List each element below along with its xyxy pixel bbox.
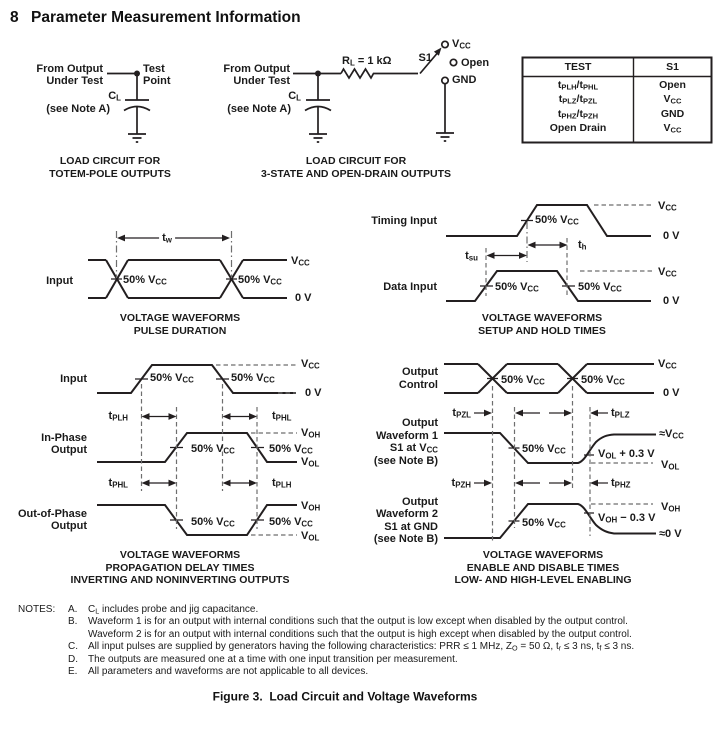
q3-input-label: Input xyxy=(60,372,87,385)
table-cell: $V_{CC}$ xyxy=(663,121,682,135)
q1-input-label: Input xyxy=(46,274,73,287)
q4-wf2-label: Waveform 2 xyxy=(376,507,438,520)
note-id: E. xyxy=(68,666,78,677)
table-cell: GND xyxy=(660,107,685,120)
table-header-s1: S1 xyxy=(666,60,679,73)
q3-half-vcc: 50% $V_{CC}$ xyxy=(150,371,194,385)
c1-cl-label: $C_L$ xyxy=(108,89,121,103)
q1-caption: PULSE DURATION xyxy=(133,324,227,337)
switch-arrowhead xyxy=(434,48,442,56)
c1-see-note: (see Note A) xyxy=(46,102,110,115)
q4-wf1-label: Output xyxy=(401,416,438,429)
c2-rl-label: $R_L = 1$ kΩ xyxy=(342,54,392,68)
note-text: The outputs are measured one at a time with one input transition per measurement. xyxy=(88,654,458,665)
q2-caption: SETUP AND HOLD TIMES xyxy=(478,324,606,337)
q3-vol-label: $V_{OL}$ xyxy=(301,455,320,469)
note-text: Waveform 1 is for an output with internal conditions such that the output is low except when disabled by the output control. xyxy=(88,616,628,627)
q2-data-input-label: Data Input xyxy=(383,280,437,293)
c1-test-point-label: Test xyxy=(143,62,165,75)
test-point-dot xyxy=(134,71,140,77)
note-id: B. xyxy=(68,616,78,627)
c2-open-label: Open xyxy=(461,56,490,69)
note-text: All input pulses are supplied by generators having the following characteristics: PRR ≤ 1 MHz, $Z_O = 50$ Ω, $t_r \le 3$ ns, $t_f \le 3$ ns. xyxy=(88,641,635,653)
figure-caption: Figure 3. Load Circuit and Voltage Waveforms xyxy=(212,689,478,704)
q3-tplh-label: $t_{PLH}$ xyxy=(272,476,292,490)
q3-half-vcc: 50% $V_{CC}$ xyxy=(269,515,313,529)
q4-wf2-label: Output xyxy=(401,495,438,508)
q4-tphz-label: $t_{PHZ}$ xyxy=(611,476,631,490)
q3-caption: INVERTING AND NONINVERTING OUTPUTS xyxy=(70,574,290,587)
q1-tw-label: $t_w$ xyxy=(159,232,175,244)
q2-0v-label: 0 V xyxy=(663,294,680,307)
c1-caption: TOTEM-POLE OUTPUTS xyxy=(49,167,171,180)
q2-half-vcc: 50% $V_{CC}$ xyxy=(578,280,622,294)
table-cell: $t_{PHZ}/t_{PZH}$ xyxy=(557,107,599,120)
q4-tpzl-label: $t_{PZL}$ xyxy=(452,406,471,420)
q4-half-vcc: 50% $V_{CC}$ xyxy=(522,516,566,530)
c2-caption: LOAD CIRCUIT FOR xyxy=(305,155,407,168)
q4-output-control-label: Output xyxy=(401,365,438,378)
table-cell: $t_{PLZ}/t_{PZL}$ xyxy=(558,92,598,106)
q3-half-vcc: 50% $V_{CC}$ xyxy=(191,515,235,529)
q4-wf2-label: (see Note B) xyxy=(373,532,438,545)
q3-inphase-label: In-Phase xyxy=(41,431,87,444)
q4-tplz-label: $t_{PLZ}$ xyxy=(611,406,630,420)
c2-vcc-label: $V_{CC}$ xyxy=(452,37,471,51)
c2-see-note: (see Note A) xyxy=(227,102,291,115)
q3-voh-label: $V_{OH}$ xyxy=(301,499,321,513)
q3-half-vcc: 50% $V_{CC}$ xyxy=(269,442,313,456)
q2-half-vcc: 50% $V_{CC}$ xyxy=(495,280,539,294)
q4-voh-label: $V_{OH}$ xyxy=(661,500,681,514)
q4-vol-plus-label: $V_{OL} + 0.3$ V xyxy=(598,447,655,461)
q4-tpzh-label: $t_{PZH}$ xyxy=(451,476,471,490)
q4-half-vcc: 50% $V_{CC}$ xyxy=(522,442,566,456)
q3-inphase-label: Output xyxy=(50,443,87,456)
note-text: Waveform 2 is for an output with internal conditions such that the output is high except when disabled by the output control. xyxy=(88,629,632,640)
c2-source-label: Under Test xyxy=(233,74,290,87)
q2-th-label: $t_h$ xyxy=(578,238,587,252)
q1-caption: VOLTAGE WAVEFORMS xyxy=(119,312,241,325)
q2-0v-label: 0 V xyxy=(663,229,680,242)
q3-outphase-label: Output xyxy=(50,519,87,532)
q1-vcc-label: $V_{CC}$ xyxy=(291,254,310,268)
q2-caption: VOLTAGE WAVEFORMS xyxy=(481,312,603,325)
q4-output-control-label: Control xyxy=(398,378,438,391)
q4-vcc-label: $V_{CC}$ xyxy=(658,357,677,371)
q3-half-vcc: 50% $V_{CC}$ xyxy=(191,442,235,456)
c2-s1-label: S1 xyxy=(418,51,432,64)
section-number: 8 xyxy=(10,9,19,26)
open-terminal xyxy=(450,59,456,65)
q2-half-vcc: 50% $V_{CC}$ xyxy=(535,213,579,227)
q4-wf1-label: Waveform 1 xyxy=(376,429,438,442)
table-cell: Open Drain xyxy=(549,121,607,134)
q1-0v-label: 0 V xyxy=(295,291,312,304)
q4-voh-minus-label: $V_{OH} - 0.3$ V xyxy=(598,511,656,525)
c1-test-point-label: Point xyxy=(143,74,171,87)
c2-source-label: From Output xyxy=(223,62,290,75)
q4-approx-vcc-label: $\approx V_{CC}$ xyxy=(659,427,684,441)
q4-wf1-label: S1 at $V_{CC}$ xyxy=(389,441,438,455)
c1-caption: LOAD CIRCUIT FOR xyxy=(59,155,161,168)
table-cell: $t_{PLH}/t_{PHL}$ xyxy=(557,78,599,91)
q3-tphl-label: $t_{PHL}$ xyxy=(272,409,292,423)
q1-half-vcc: 50% $V_{CC}$ xyxy=(238,273,282,287)
q4-wf1-label: (see Note B) xyxy=(373,454,438,467)
note-id: A. xyxy=(68,604,78,615)
q3-vol-label: $V_{OL}$ xyxy=(301,529,320,543)
table-header-test: TEST xyxy=(564,60,592,73)
q3-half-vcc: 50% $V_{CC}$ xyxy=(231,371,275,385)
q4-caption: LOW- AND HIGH-LEVEL ENABLING xyxy=(454,574,632,587)
q4-approx-0v-label: ≈0 V xyxy=(659,527,682,540)
page-title: Parameter Measurement Information xyxy=(31,9,301,26)
q3-tplh-label: $t_{PLH}$ xyxy=(108,409,128,423)
q2-vcc-label: $V_{CC}$ xyxy=(658,265,677,279)
q4-0v-label: 0 V xyxy=(663,386,680,399)
c1-source-label: Under Test xyxy=(46,74,103,87)
q4-half-vcc: 50% $V_{CC}$ xyxy=(501,373,545,387)
vcc-terminal xyxy=(442,41,448,47)
q3-vcc-label: $V_{CC}$ xyxy=(301,357,320,371)
q4-caption: ENABLE AND DISABLE TIMES xyxy=(466,561,620,574)
q3-0v-label: 0 V xyxy=(305,386,322,399)
note-text: $C_L$ includes probe and jig capacitance. xyxy=(88,604,259,616)
q1-half-vcc: 50% $V_{CC}$ xyxy=(123,273,167,287)
q4-half-vcc: 50% $V_{CC}$ xyxy=(581,373,625,387)
c2-cl-label: $C_L$ xyxy=(288,89,301,103)
c2-gnd-label: GND xyxy=(452,73,477,86)
gnd-terminal xyxy=(442,77,448,83)
q2-timing-input-label: Timing Input xyxy=(371,214,437,227)
c2-caption: 3-STATE AND OPEN-DRAIN OUTPUTS xyxy=(261,167,451,180)
note-id: C. xyxy=(68,641,78,652)
q2-tsu-label: $t_{su}$ xyxy=(465,249,478,263)
notes-label: NOTES: xyxy=(18,604,56,615)
table-cell: Open xyxy=(659,78,686,91)
q4-vol-label: $V_{OL}$ xyxy=(661,458,680,472)
q3-voh-label: $V_{OH}$ xyxy=(301,426,321,440)
q2-vcc-label: $V_{CC}$ xyxy=(658,199,677,213)
q3-outphase-label: Out-of-Phase xyxy=(17,507,87,520)
q4-caption: VOLTAGE WAVEFORMS xyxy=(482,549,604,562)
note-text: All parameters and waveforms are not applicable to all devices. xyxy=(88,666,369,677)
table-cell: $V_{CC}$ xyxy=(663,92,682,106)
q4-wf2-label: S1 at GND xyxy=(384,520,438,533)
pulse-duration-waveform xyxy=(88,231,287,298)
c1-source-label: From Output xyxy=(36,62,103,75)
q3-tphl-label: $t_{PHL}$ xyxy=(108,476,128,490)
q3-caption: VOLTAGE WAVEFORMS xyxy=(119,549,241,562)
q3-caption: PROPAGATION DELAY TIMES xyxy=(105,561,255,574)
note-id: D. xyxy=(68,654,78,665)
